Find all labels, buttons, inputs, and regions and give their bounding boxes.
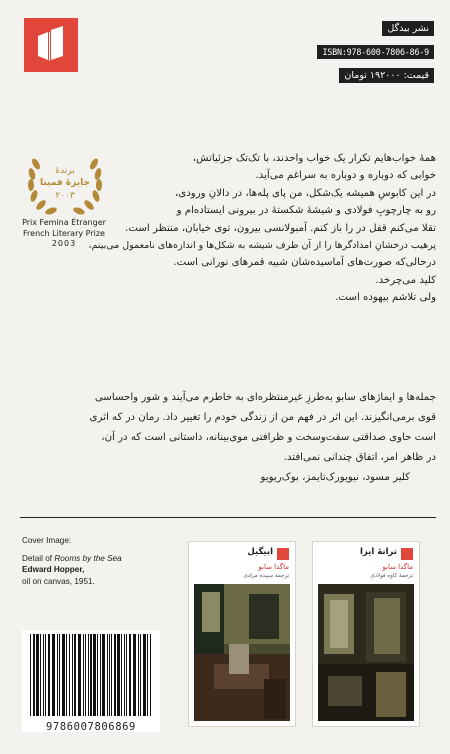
- book-logo: [401, 548, 413, 560]
- poem-excerpt: [88, 150, 436, 307]
- barcode-bar: [69, 634, 70, 716]
- poem-line: ولی تلاشم بیهوده است.: [335, 292, 436, 304]
- book-author: ماگدا سابو: [382, 563, 413, 571]
- barcode-bar: [111, 634, 112, 716]
- barcode-bar: [40, 634, 41, 716]
- book-cover-abigail: [188, 541, 296, 727]
- barcode-bar: [33, 634, 35, 716]
- barcode-bar: [30, 634, 31, 716]
- barcode-bar: [43, 634, 44, 716]
- barcode-bar: [102, 634, 105, 716]
- barcode-bar: [107, 634, 108, 716]
- barcode-digits: 9786007806869: [46, 721, 136, 733]
- book-logo: [277, 548, 289, 560]
- book-cover-iza: [312, 541, 420, 727]
- barcode-bar: [97, 634, 98, 716]
- book-title: ترانهٔ ایزا: [359, 547, 397, 557]
- barcode-bar: [36, 634, 39, 716]
- barcode-bar: [109, 634, 110, 716]
- review-line: است حاوی صداقتی سفت‌وسخت و ظرافتی موی‌بینانه، داستانی است که در آن،: [101, 432, 436, 443]
- cover-label: Cover Image:: [22, 536, 72, 545]
- barcode: [22, 630, 160, 732]
- book-icon: [34, 26, 68, 64]
- cover-detail-prefix: Detail of: [22, 553, 55, 563]
- cover-image-note: [22, 535, 167, 587]
- book-artwork: [194, 584, 290, 721]
- cover-artist: Edward Hopper,: [22, 565, 85, 574]
- divider: [20, 517, 436, 518]
- award-fr-name: Prix Femina Étranger: [22, 218, 106, 227]
- book-title: ابیگیل: [247, 547, 273, 557]
- barcode-bar: [90, 634, 92, 716]
- cover-artwork: Rooms by the Sea: [54, 553, 122, 563]
- barcode-bar: [59, 634, 60, 716]
- barcode-bar: [150, 634, 151, 716]
- barcode-bar: [62, 634, 65, 716]
- laurel-line-1: برندهٔ: [55, 166, 75, 176]
- barcode-bar: [78, 634, 81, 716]
- barcode-bar: [83, 634, 84, 716]
- book-author: ماگدا سابو: [258, 563, 289, 571]
- barcode-bar: [124, 634, 125, 716]
- barcode-bar: [133, 634, 136, 716]
- review-line: جمله‌ها و ایماژهای سابو به‌طرزِ غیرمنتظره‌ای به خاطرم می‌آیند و شور واحساسی: [94, 392, 436, 403]
- barcode-bar: [85, 634, 86, 716]
- barcode-bar: [143, 634, 146, 716]
- poem-line: در این کابوسِ همیشه یک‌شکل، من پای پله‌ها، در دالانِ ورودی،: [175, 187, 436, 199]
- review-quote: [20, 388, 436, 488]
- publisher-logo: [24, 18, 78, 72]
- barcode-bar: [52, 634, 55, 716]
- barcode-bar: [57, 634, 58, 716]
- poem-line: خوابی که دوباره و دوباره به سراغم می‌آید.: [255, 170, 436, 182]
- barcode-bar: [117, 634, 120, 716]
- price: قیمت: ۱۹۲۰۰۰ تومان: [339, 68, 434, 83]
- laurel-year: ۲۰۰۳: [55, 191, 75, 201]
- barcode-bar: [138, 634, 139, 716]
- review-credit: کلیر مسود، نیویورک‌تایمز، بوک‌ریویو: [260, 472, 410, 483]
- barcode-bar: [93, 634, 96, 716]
- book-artwork: [318, 584, 414, 721]
- barcode-bar: [121, 634, 122, 716]
- publisher-name: نشر بیدگل: [382, 21, 434, 36]
- barcode-bar: [88, 634, 89, 716]
- barcode-bar: [147, 634, 148, 716]
- cover-detail: [22, 553, 167, 565]
- barcode-bars: [26, 634, 156, 716]
- poem-line: همهٔ خواب‌هایم تکرار یک خواب واحدند، با تک‌تک جزئیاتش،: [192, 153, 436, 164]
- barcode-bar: [140, 634, 141, 716]
- review-line: قوی برمی‌انگیزند. این اثر در فهم من از زندگی خودم را تغییر داد. رمان در که اثری: [89, 412, 436, 423]
- award-year: 2003: [51, 239, 77, 248]
- barcode-bar: [45, 634, 46, 716]
- poem-line: کلید می‌چرخد.: [375, 274, 436, 286]
- book-translator: ترجمهٔ سپیده مرادی: [243, 573, 289, 579]
- poem-line: درحالی‌که صورت‌های آماسیده‌شان شبیه قمرهای نورانی است.: [173, 257, 436, 269]
- review-line: در ظاهر امر، اتفاق چندانی نمی‌افتد.: [283, 452, 436, 463]
- cover-medium: oil on canvas, 1951.: [22, 576, 95, 586]
- poem-line: پرهیب درخشانِ امدادگرها را از آن طرف شیشه به شکل‌ها و اندازه‌های نامعمول می‌بینم،: [88, 240, 436, 252]
- barcode-bar: [72, 634, 73, 716]
- book-translator: ترجمهٔ کاوه فولادی: [370, 573, 413, 579]
- barcode-bar: [100, 634, 101, 716]
- publisher-info: [284, 16, 434, 87]
- barcode-bar: [48, 634, 50, 716]
- isbn: ISBN:978-600-7806-86-9: [317, 45, 434, 59]
- barcode-bar: [74, 634, 76, 716]
- barcode-bar: [129, 634, 131, 716]
- barcode-bar: [126, 634, 127, 716]
- laurel-line-2: جایزهٔ فمینا: [40, 178, 90, 188]
- barcode-bar: [66, 634, 67, 716]
- poem-line: تقلا می‌کنم قفل در را باز کنم. آمبولانسی بیرون، توی خیابان، منتظر است.: [125, 222, 436, 234]
- barcode-bar: [114, 634, 116, 716]
- poem-line: رو به چارچوبِ فولادی و شیشهٔ شکستهٔ در بیرونی ایستاده‌ام و: [176, 205, 436, 217]
- award-en-name: French Literary Prize: [23, 228, 105, 238]
